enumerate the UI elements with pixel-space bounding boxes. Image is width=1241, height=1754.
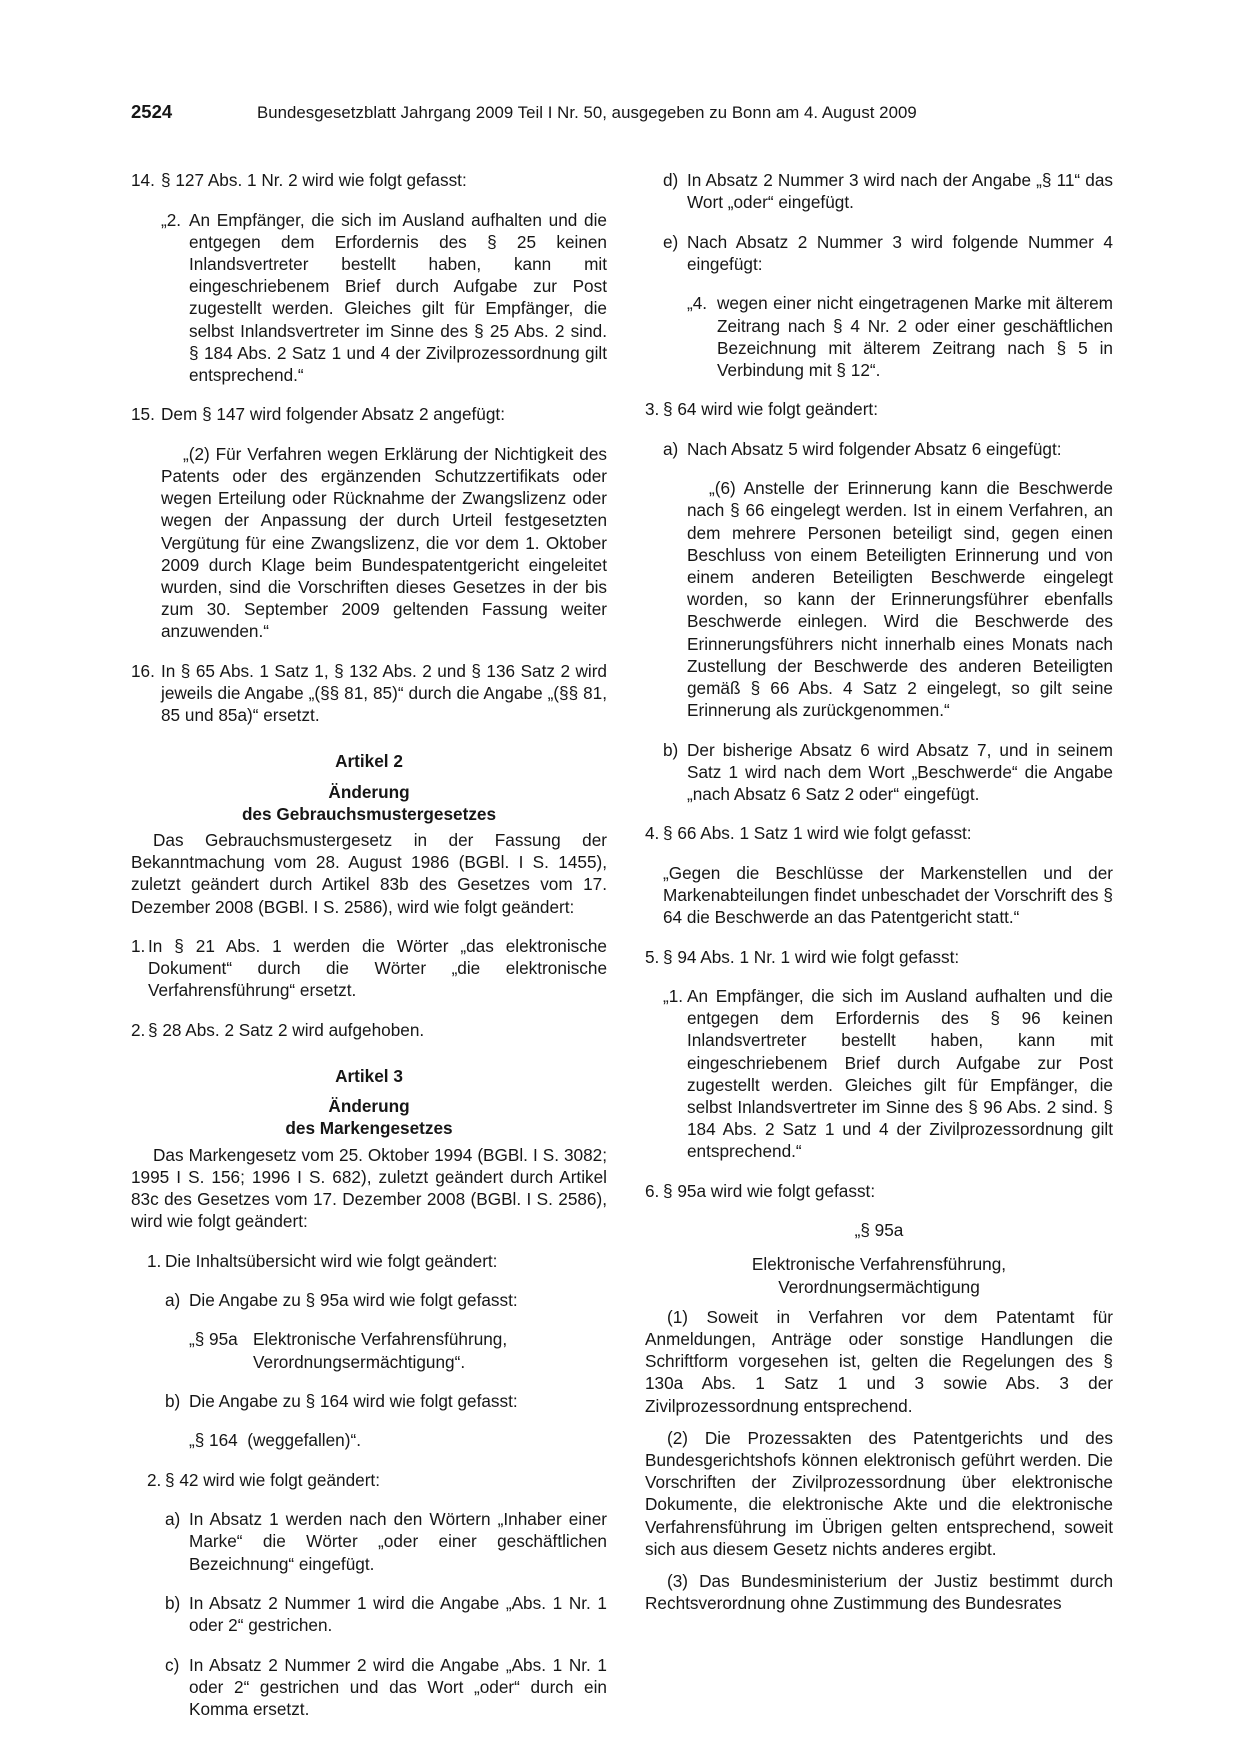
list-item [645, 739, 1113, 806]
list-item [131, 1250, 607, 1272]
section-title: Elektronische Verfahrensführung, [751, 1254, 1007, 1275]
running-title: Bundesgesetzblatt Jahrgang 2009 Teil I Nr. 50, ausgegeben zu Bonn am 4. August 2009 [257, 103, 917, 122]
list-item [131, 660, 607, 727]
item-number: 2. [131, 1019, 146, 1040]
item-text: Die Angabe zu § 95a wird wie folgt gefasst: [189, 1290, 518, 1311]
article-label: Artikel 2 [335, 751, 403, 772]
article-title: Änderung [328, 781, 410, 802]
item-text: Die Angabe zu § 164 wird wie folgt gefasst: [189, 1391, 518, 1411]
paragraph: (1) Soweit in Verfahren vor dem Patentamt für Anmeldungen, Anträge oder sonstige Handlungen die Schriftform vorgesehen ist, gelten die Regelungen des § 130a Abs. 1 Satz 1 und 3 sowie Abs. 3 der Zivilprozessordnung entsprechend. [645, 1306, 1113, 1416]
list-item [131, 1469, 607, 1491]
item-text: § 42 wird wie folgt geändert: [165, 1469, 380, 1490]
quoted-provision [131, 209, 607, 387]
item-text: Nach Absatz 5 wird folgender Absatz 6 eingefügt: [687, 438, 1062, 459]
item-text: In § 21 Abs. 1 werden die Wörter „das elektronische Dokument“ durch die Wörter „die elektronische Verfahrensführung“ ersetzt. [148, 936, 607, 1001]
section-title: Verordnungsermächtigung [778, 1276, 980, 1297]
list-item [131, 1592, 607, 1636]
list-item [131, 1654, 607, 1721]
item-text: § 95a wird wie folgt gefasst: [663, 1180, 876, 1201]
item-number: 14. [131, 170, 155, 191]
page-header [131, 101, 1113, 127]
item-number: 16. [131, 660, 155, 681]
list-item [131, 1289, 607, 1311]
item-text: § 127 Abs. 1 Nr. 2 wird wie folgt gefasst: [161, 170, 467, 191]
item-text: § 94 Abs. 1 Nr. 1 wird wie folgt gefasst: [663, 946, 960, 967]
item-letter: b) [663, 739, 679, 760]
list-item [645, 438, 1113, 460]
list-item [645, 169, 1113, 213]
list-item [645, 1180, 1113, 1202]
item-number: 3. [645, 399, 660, 420]
quoted-provision: „§ 164 (weggefallen)“. [189, 1430, 361, 1451]
item-text: § 66 Abs. 1 Satz 1 wird wie folgt gefasst: [663, 823, 972, 844]
left-column [131, 152, 607, 1737]
quoted-provision: „Gegen die Beschlüsse der Markenstellen und der Markenabteilungen findet unbeschadet der Vorschrift des § 64 die Beschwerde an das Patentgericht statt.“ [663, 862, 1113, 928]
list-item [645, 946, 1113, 968]
article-intro: Das Gebrauchsmustergesetz in der Fassung der Bekanntmachung vom 28. August 1986 (BGBl. I S. 1455), zuletzt geändert durch Artikel 83b des Gesetzes vom 17. Dezember 2008 (BGBl. I S. 2586), wird wie folgt geändert: [131, 830, 607, 917]
item-text: In Absatz 1 werden nach den Wörtern „Inhaber einer Marke“ die Wörter „oder einer geschäftlichen Bezeichnung“ eingefügt. [189, 1509, 607, 1574]
list-item [131, 1508, 607, 1575]
item-number: „1. [663, 985, 684, 1006]
item-text: Der bisherige Absatz 6 wird Absatz 7, und in seinem Satz 1 wird nach dem Wort „Beschwerde“ die Angabe „nach Absatz 6 Satz 2 oder“ eingefügt. [687, 739, 1113, 804]
quoted-provision: „(6) Anstelle der Erinnerung kann die Beschwerde nach § 66 eingelegt werden. Ist in einem Verfahren, an dem mehrere Personen beteiligt sind, gegen einen Beschluss von einem Beteiligten Erinnerung und von einem anderen Beteiligten Beschwerde eingelegt worden, so kann der Erinnerungsführer ebenfalls Beschwerde einlegen. Wird die Beschwerde des Erinnerungsführers nicht innerhalb eines Monats nach Zustellung der Beschwerde des anderen Beteiligten gemäß § 66 Abs. 4 Satz 2 eingelegt, so gilt seine Erinnerung als zurückgenommen.“ [687, 478, 1113, 721]
item-text: In Absatz 2 Nummer 3 wird nach der Angabe „§ 11“ das Wort „oder“ eingefügt. [687, 170, 1113, 213]
item-number: 6. [645, 1180, 660, 1201]
article-intro: Das Markengesetz vom 25. Oktober 1994 (BGBl. I S. 3082; 1995 I S. 156; 1996 I S. 682), zuletzt geändert durch Artikel 83c des Gesetzes vom 17. Dezember 2008 (BGBl. I S. 2586), wird wie folgt geändert: [131, 1144, 607, 1232]
quoted-provision [645, 292, 1113, 381]
list-item [645, 822, 1113, 844]
item-number: 2. [147, 1469, 162, 1490]
item-text: Die Inhaltsübersicht wird wie folgt geändert: [165, 1250, 498, 1271]
list-item [645, 398, 1113, 420]
item-text: Nach Absatz 2 Nummer 3 wird folgende Nummer 4 eingefügt: [687, 231, 1113, 274]
item-text: In Absatz 2 Nummer 2 wird die Angabe „Abs. 1 Nr. 1 oder 2“ gestrichen und das Wort „oder“ durch ein Komma ersetzt. [189, 1654, 607, 1719]
list-item [645, 231, 1113, 275]
list-item [131, 403, 607, 425]
page-number: 2524 [131, 101, 173, 122]
item-number: 15. [131, 404, 155, 425]
item-letter: c) [165, 1654, 180, 1675]
item-text: Elektronische Verfahrensführung, Verordnungsermächtigung“. [253, 1329, 508, 1372]
paragraph: (3) Das Bundesministerium der Justiz bestimmt durch Rechtsverordnung ohne Zustimmung des Bundesrates [645, 1571, 1113, 1614]
item-text: wegen einer nicht eingetragenen Marke mit älterem Zeitrang nach § 4 Nr. 2 oder einer geschäftlichen Bezeichnung mit älterem Zeitrang nach § 5 in Verbindung mit § 12“. [717, 293, 1113, 380]
item-letter: e) [663, 231, 679, 252]
item-text: An Empfänger, die sich im Ausland aufhalten und die entgegen dem Erfordernis des § 25 keinen Inlandsvertreter bestellt haben, kann mit eingeschriebenem Brief durch Aufgabe zur Post zugestellt werden. Gleiches gilt für Empfänger, die selbst Inlandsvertreter im Sinne des § 25 Abs. 2 sind. § 184 Abs. 2 Satz 1 und 4 der Zivilprozessordnung gilt entsprechend.“ [189, 209, 607, 385]
article-title: des Gebrauchsmustergesetzes [241, 803, 497, 824]
section-heading: „§ 95a [854, 1220, 904, 1241]
item-text: Dem § 147 wird folgender Absatz 2 angefügt: [161, 404, 505, 425]
item-letter: a) [165, 1290, 181, 1311]
item-number: „4. [687, 293, 708, 314]
quoted-provision [645, 985, 1113, 1163]
list-item [131, 1019, 607, 1041]
item-text: An Empfänger, die sich im Ausland aufhalten und die entgegen dem Erfordernis des § 96 keinen Inlandsvertreter bestellt haben, kann mit eingeschriebenem Brief durch Aufgabe zur Post zugestellt werden. Gleiches gilt für Empfänger, die selbst Inlandsvertreter im Sinne des § 96 Abs. 2 sind. § 184 Abs. 2 Satz 1 und 4 der Zivilprozessordnung gilt entsprechend.“ [687, 985, 1113, 1162]
item-text: § 28 Abs. 2 Satz 2 wird aufgehoben. [148, 1019, 425, 1040]
item-number: „§ 95a [189, 1329, 238, 1350]
item-number: 1. [131, 936, 146, 957]
list-item [131, 1390, 607, 1412]
list-item [131, 935, 607, 1002]
quoted-provision [131, 1328, 607, 1372]
item-text: In § 65 Abs. 1 Satz 1, § 132 Abs. 2 und § 136 Satz 2 wird jeweils die Angabe „(§§ 81, 85)“ durch die Angabe „(§§ 81, 85 und 85a)“ ersetzt. [161, 660, 607, 726]
quoted-provision: „(2) Für Verfahren wegen Erklärung der Nichtigkeit des Patents oder des ergänzenden Schutzzertifikats oder wegen Erteilung oder Rücknahme der Zwangslizenz oder wegen der Anpassung der durch Urteil festgesetzten Vergütung für eine Zwangslizenz, die vor dem 1. Oktober 2009 durch Klage beim Bundespatentgericht eingeleitet wurden, sind die Vorschriften dieses Gesetzes in der bis zum 30. September 2009 geltenden Fassung weiter anzuwenden.“ [161, 443, 607, 642]
paragraph: (2) Die Prozessakten des Patentgerichts und des Bundesgerichtshofs können elektronisch geführt werden. Die Vorschriften der Zivilprozessordnung über elektronische Dokumente, die elektronische Akte und die elektronische Verfahrensführung im Übrigen gelten entsprechend, soweit sich aus diesem Gesetz nichts anderes ergibt. [645, 1427, 1113, 1559]
item-number: 4. [645, 823, 660, 844]
list-item [131, 169, 607, 191]
article-title: Änderung [328, 1096, 410, 1117]
article-title: des Markengesetzes [285, 1118, 453, 1139]
right-column [645, 152, 1113, 1614]
item-number: 5. [645, 946, 660, 967]
item-number: „2. [161, 209, 182, 230]
item-letter: b) [165, 1592, 181, 1613]
item-letter: a) [663, 438, 679, 459]
item-text: In Absatz 2 Nummer 1 wird die Angabe „Abs. 1 Nr. 1 oder 2“ gestrichen. [189, 1592, 607, 1636]
item-text: § 64 wird wie folgt geändert: [663, 399, 878, 420]
article-label: Artikel 3 [335, 1066, 403, 1087]
item-letter: b) [165, 1391, 181, 1411]
item-letter: d) [663, 170, 679, 191]
item-number: 1. [147, 1250, 162, 1271]
item-letter: a) [165, 1509, 181, 1530]
